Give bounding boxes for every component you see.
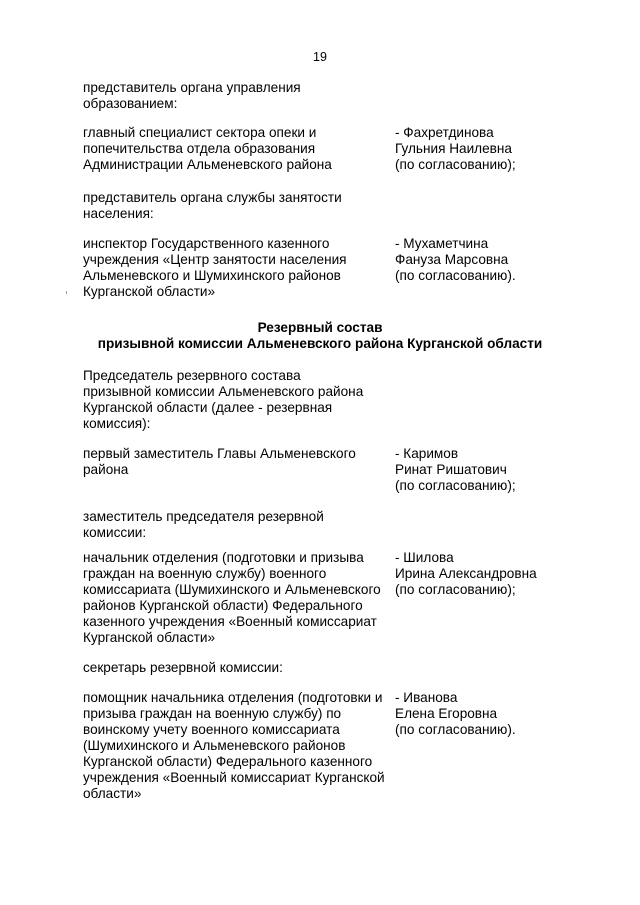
role-text: Председатель резервного состава призывной комиссии Альменевского района Курганской области (далее - резервная комиссия): xyxy=(83,368,364,431)
section-title: Резервный состав xyxy=(257,320,383,335)
margin-mark xyxy=(66,291,67,294)
person-name: - Каримов Ринат Ришатович (по согласованию); xyxy=(395,446,516,493)
role-text: начальник отделения (подготовки и призыва граждан на военную службу) военного комиссариата (Шумихинского и Альменевского районов Курганской области) Федерального казенного учреждения «Военный комиссариат Курганской области» xyxy=(83,550,381,645)
role-text: инспектор Государственного казенного учреждения «Центр занятости населения Альменевского и Шумихинского районов Курганской области» xyxy=(83,236,347,299)
role-text: главный специалист сектора опеки и попечительства отдела образования Администрации Альменевского района xyxy=(83,125,332,172)
role-text: секретарь резервной комиссии: xyxy=(83,660,283,675)
page-number: 19 xyxy=(313,50,327,64)
person-name: - Шилова Ирина Александровна (по согласованию); xyxy=(395,550,537,597)
role-text: представитель органа службы занятости населения: xyxy=(83,190,342,221)
section-subtitle: призывной комиссии Альменевского района Курганской области xyxy=(97,336,543,351)
role-text: заместитель председателя резервной комиссии: xyxy=(83,509,324,540)
person-name: - Фахретдинова Гульния Наилевна (по согласованию); xyxy=(395,125,516,172)
role-text: помощник начальника отделения (подготовки и призыва граждан на военную службу) по воинскому учету военного комиссариата (Шумихинского и Альменевского районов Курганской области) Федерального казенного учреждения «Военный комиссариат Курганской области» xyxy=(83,690,385,801)
role-text: первый заместитель Главы Альменевского района xyxy=(83,446,356,477)
person-name: - Мухаметчина Фануза Марсовна (по согласованию). xyxy=(395,236,516,283)
person-name: - Иванова Елена Егоровна (по согласованию). xyxy=(395,690,516,737)
role-text: представитель органа управления образованием: xyxy=(83,80,301,111)
